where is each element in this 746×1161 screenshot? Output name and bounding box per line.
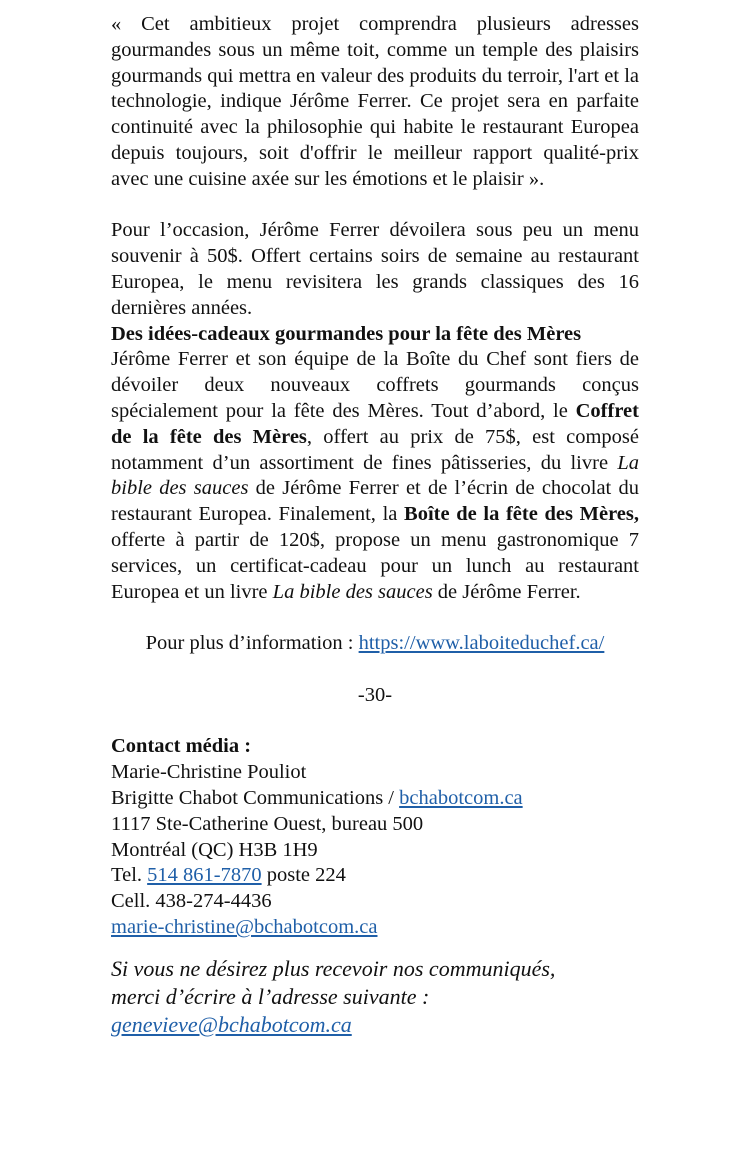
press-release-page (111, 12, 639, 1039)
contact-email-line (111, 915, 639, 941)
contact-name: Marie-Christine Pouliot (111, 761, 307, 784)
gifts-text-2: , offert au prix de 75$, est composé notamment d’un assortiment de fines pâtisseries, du livre (111, 425, 639, 474)
contact-company (111, 786, 639, 812)
paragraph-gap (111, 709, 639, 735)
contact-cell: Cell. 438-274-4436 (111, 890, 272, 913)
unsubscribe-email-line (111, 1011, 639, 1039)
tel-number-link[interactable]: 514 861-7870 (147, 864, 262, 887)
unsubscribe-block (111, 955, 639, 1039)
gifts-text-1: Jérôme Ferrer et son équipe de la Boîte du Chef sont fiers de dévoiler deux nouveaux coffrets gourmands conçus spécialement pour la fête des Mères. Tout d’abord, le (111, 348, 639, 422)
boite-name: Boîte de la fête des Mères, (404, 503, 639, 526)
unsubscribe-line-1: Si vous ne désirez plus recevoir nos communiqués, (111, 955, 556, 981)
tel-label: Tel. (111, 864, 148, 887)
gifts-heading-text: Des idées-cadeaux gourmandes pour la fête des Mères (111, 322, 582, 345)
contact-company-name: Brigitte Chabot Communications / (111, 786, 400, 809)
gifts-text-3: de Jérôme Ferrer et de l’écrin de chocolat du restaurant Europea. Finalement, la (111, 477, 639, 526)
quote-paragraph: « Cet ambitieux projet comprendra plusieurs adresses gourmandes sous un même toit, comme un temple des plaisirs gourmands qui mettra en valeur des produits du terroir, l'art et la technologie, indique Jérôme Ferrer. Ce projet sera en parfaite continuité avec la philosophie qui habite le restaurant Europea depuis toujours, soit d'offrir le meilleur rapport qualité-prix avec une cuisine axée sur les émotions et le plaisir ». (111, 13, 639, 190)
gifts-heading (111, 322, 639, 348)
contact-city: Montréal (QC) H3B 1H9 (111, 838, 318, 861)
contact-tel (111, 863, 639, 889)
gifts-paragraph (111, 347, 639, 605)
contact-heading-text: Contact média : (111, 735, 252, 758)
book-title-2: La bible des sauces (272, 580, 433, 603)
gifts-text-5: de Jérôme Ferrer. (432, 580, 581, 603)
unsubscribe-email-link[interactable]: genevieve@bchabotcom.ca (111, 1011, 352, 1037)
paragraph-gap (111, 657, 639, 683)
tel-ext: poste 224 (261, 864, 346, 887)
paragraph-gap (111, 193, 639, 219)
media-contact-block (111, 734, 639, 940)
info-label: Pour plus d’information : (145, 632, 359, 655)
company-site-link[interactable]: bchabotcom.ca (399, 786, 523, 809)
end-mark: -30- (357, 683, 393, 706)
info-line (111, 631, 639, 657)
menu-paragraph: Pour l’occasion, Jérôme Ferrer dévoilera sous peu un menu souvenir à 50$. Offert certains soirs de semaine au restaurant Europea, le menu revisitera les grands classiques des 16 dernières années. (111, 219, 639, 319)
paragraph-gap (111, 605, 639, 631)
unsubscribe-line-2: merci d’écrire à l’adresse suivante : (111, 983, 430, 1009)
coffret-name: Coffret de la fête des Mères (111, 399, 639, 448)
contact-address: 1117 Ste-Catherine Ouest, bureau 500 (111, 812, 424, 835)
paragraph-gap (111, 941, 639, 955)
book-title: La bible des sauces (111, 451, 639, 500)
gifts-text-4: offerte à partir de 120$, propose un menu gastronomique 7 services, un certificat-cadeau pour un lunch au restaurant Europea et un livre (111, 528, 639, 603)
info-url-link[interactable]: https://www.laboiteduchef.ca/ (358, 632, 605, 655)
contact-heading (111, 734, 639, 760)
contact-email-link[interactable]: marie-christine@bchabotcom.ca (111, 915, 378, 938)
